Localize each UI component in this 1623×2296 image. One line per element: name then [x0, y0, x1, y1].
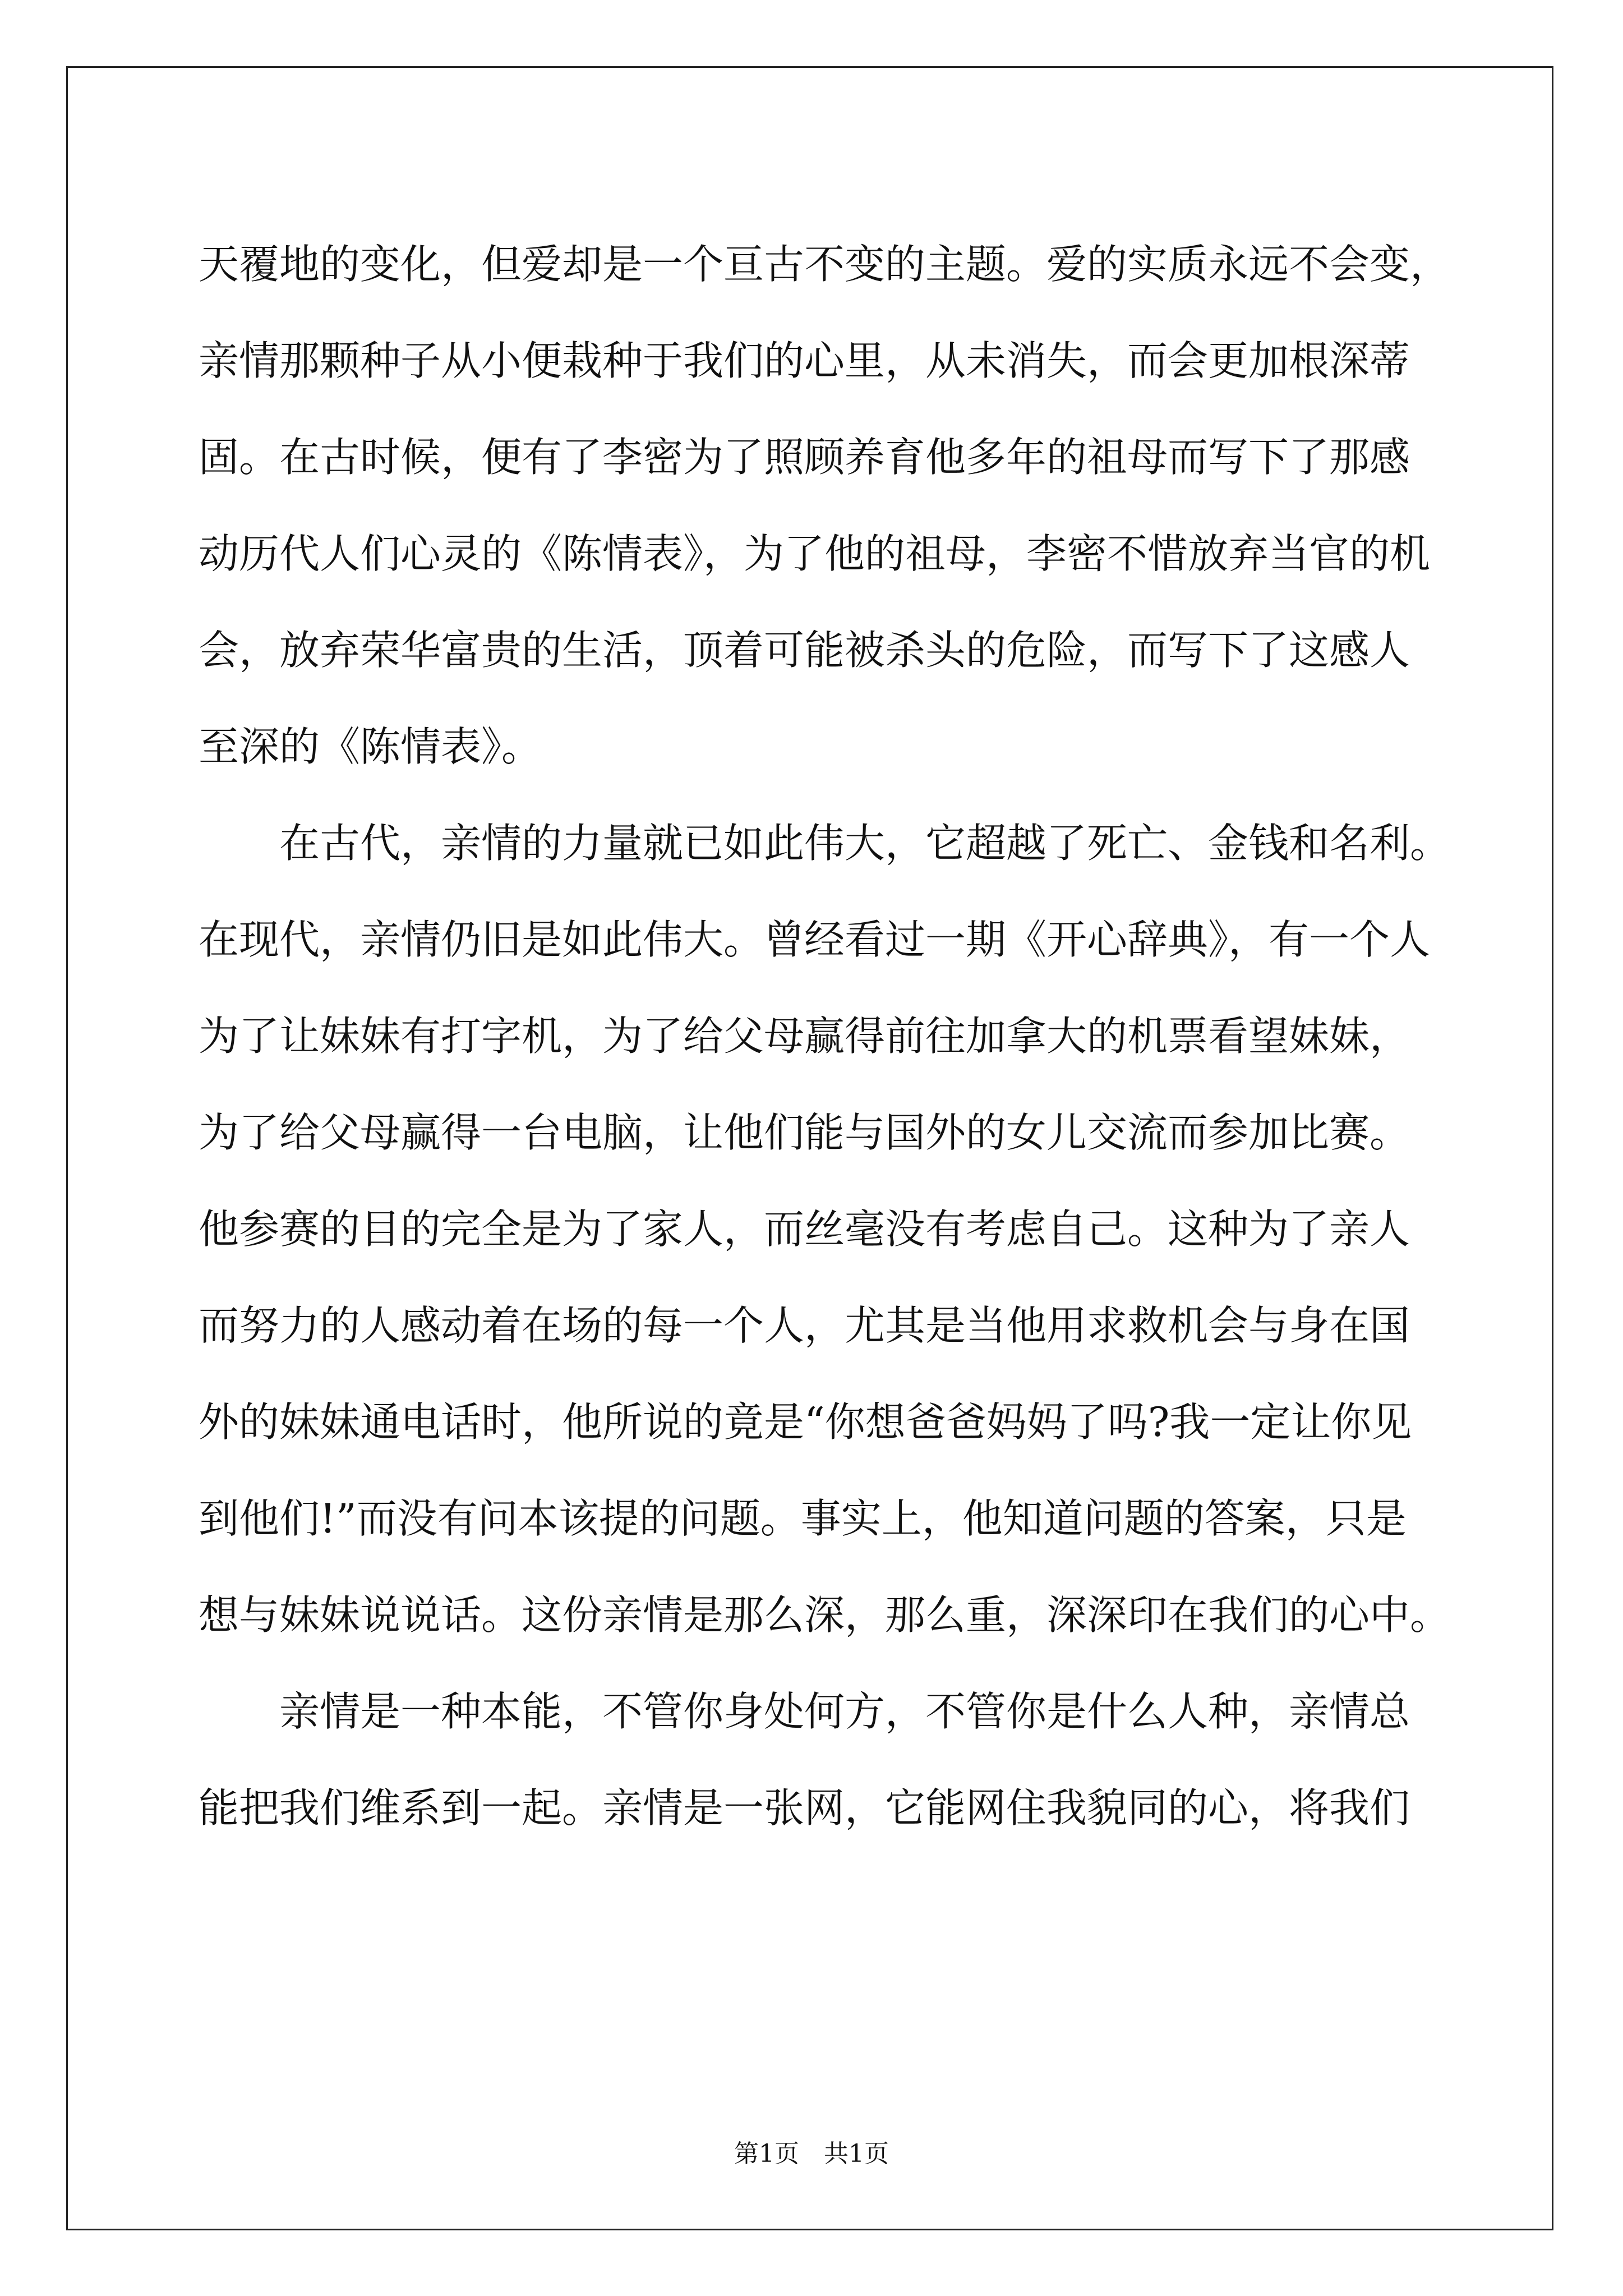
text-line: 动历代人们心灵的《陈情表》，为了他的祖母，李密不惜放弃当官的机 — [199, 530, 1431, 577]
text-line: 亲情那颗种子从小便栽种于我们的心里，从未消失，而会更加根深蒂 — [199, 337, 1410, 384]
text-line: 天覆地的变化，但爱却是一个亘古不变的主题。爱的实质永远不会变， — [199, 241, 1451, 288]
text-line: 在现代，亲情仍旧是如此伟大。曾经看过一期《开心辞典》，有一个人 — [199, 916, 1431, 963]
text-line: 外的妹妹通电话时，他所说的竟是“你想爸爸妈妈了吗?我一定让你见 — [199, 1398, 1412, 1446]
document-body — [199, 216, 1451, 1856]
text-line: 固。在古时候，便有了李密为了照顾养育他多年的祖母而写下了那感 — [199, 434, 1410, 481]
text-line: 他参赛的目的完全是为了家人，而丝毫没有考虑自己。这种为了亲人 — [199, 1205, 1410, 1253]
text-line: 到他们!”而没有问本该提的问题。事实上，他知道问题的答案，只是 — [199, 1495, 1407, 1542]
page-number-footer: 第1页 共1页 — [734, 2139, 889, 2168]
text-line: 亲情是一种本能，不管你身处何方，不管你是什么人种，亲情总 — [199, 1688, 1410, 1735]
text-line: 为了给父母赢得一台电脑，让他们能与国外的女儿交流而参加比赛。 — [199, 1109, 1410, 1156]
text-line: 会，放弃荣华富贵的生活，顶着可能被杀头的危险，而写下了这感人 — [199, 627, 1410, 674]
text-line: 在古代，亲情的力量就已如此伟大，它超越了死亡、金钱和名利。 — [199, 820, 1451, 867]
text-line: 能把我们维系到一起。亲情是一张网，它能网住我貌同的心，将我们 — [199, 1784, 1410, 1832]
text-line: 想与妹妹说说话。这份亲情是那么深，那么重，深深印在我们的心中。 — [199, 1591, 1451, 1639]
text-line: 为了让妹妹有打字机，为了给父母赢得前往加拿大的机票看望妹妹， — [199, 1013, 1410, 1060]
text-line: 而努力的人感动着在场的每一个人，尤其是当他用求救机会与身在国 — [199, 1302, 1410, 1349]
text-line: 至深的《陈情表》。 — [199, 723, 542, 770]
